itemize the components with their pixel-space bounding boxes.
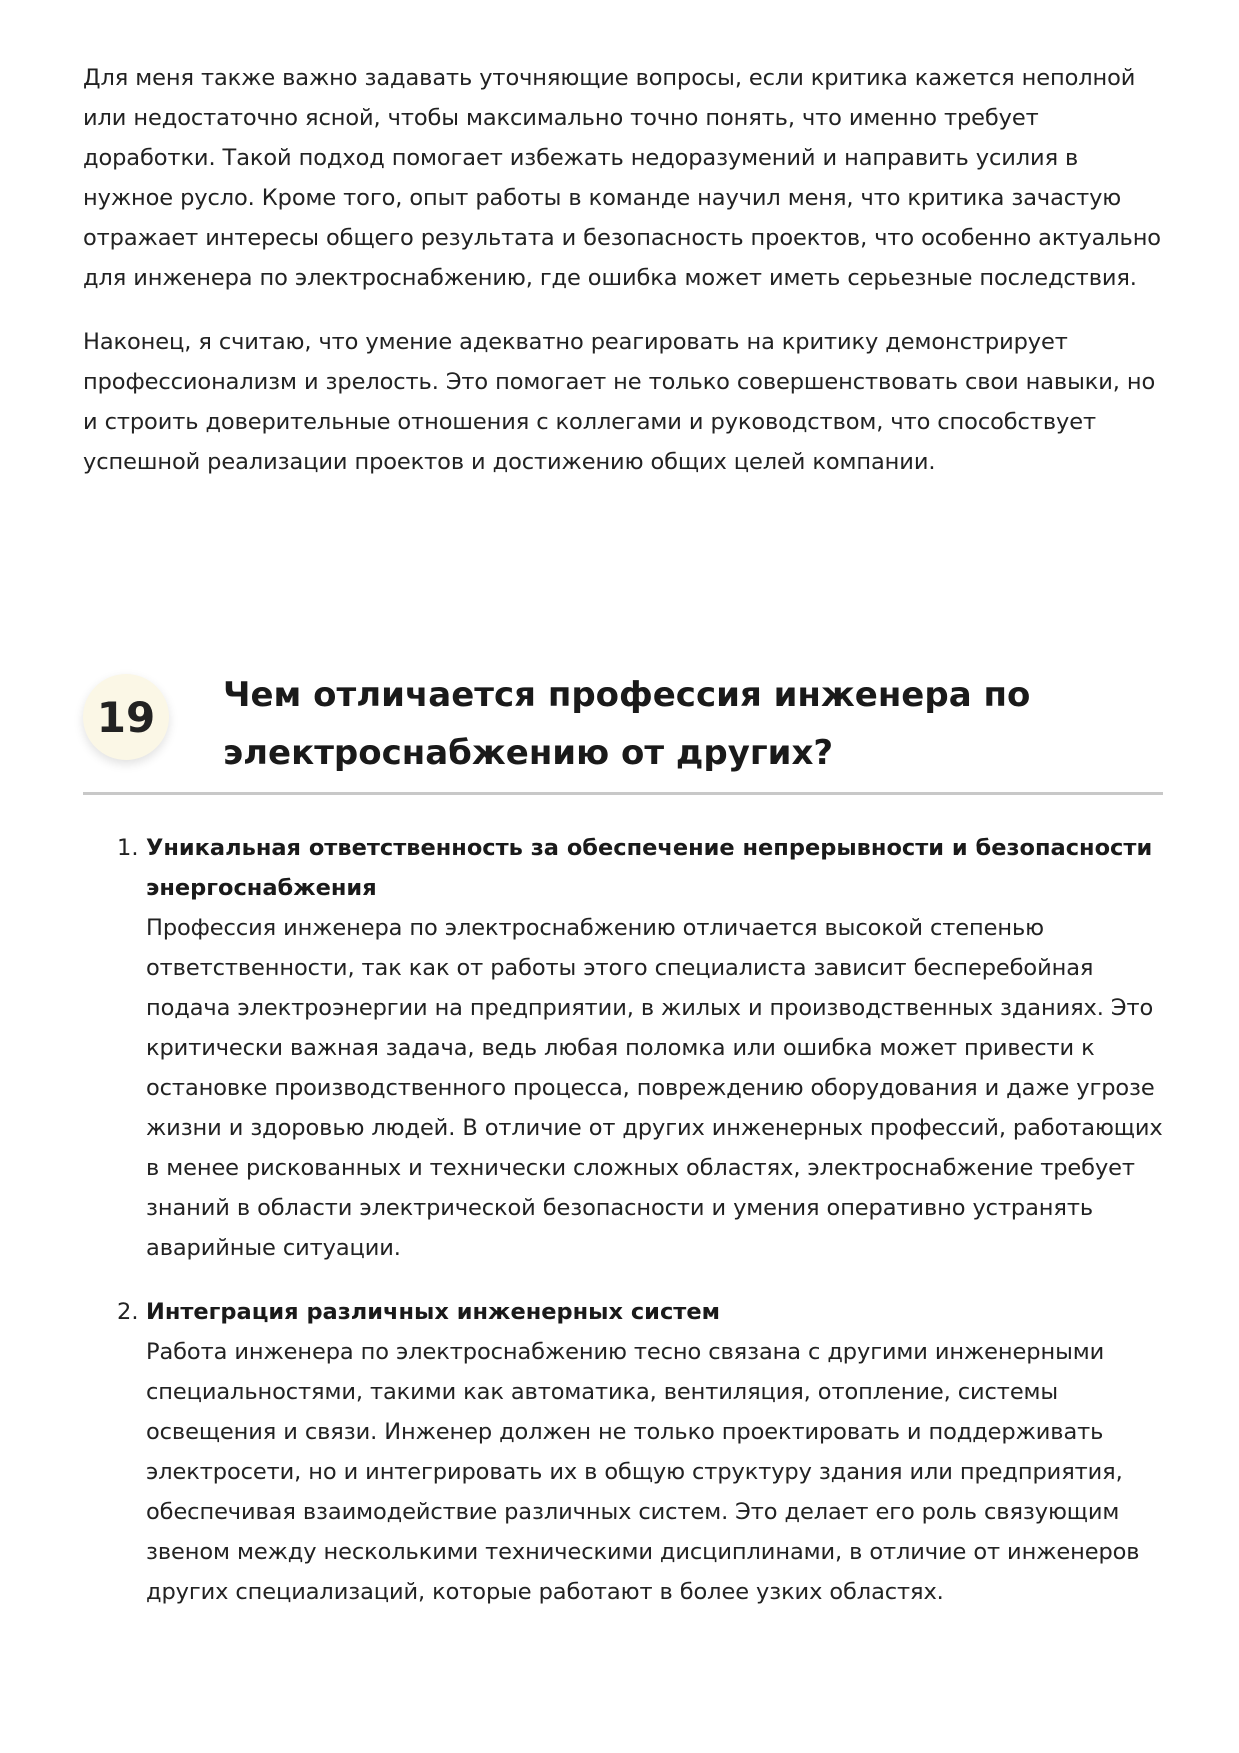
paragraph: Для меня также важно задавать уточняющие вопросы, если критика кажется неполной или недостаточно ясной, чтобы максимально точно понять, что именно требует доработки. Такой подход помогает избежать недоразумений и направить усилия в нужное русло. Кроме того, опыт работы в команде научил меня, что критика зачастую отражает интересы общего результата и безопасность проектов, что особенно актуально для инженера по электроснабжению, где ошибка может иметь серьезные последствия. [83,65,1161,291]
divider [83,792,1163,795]
section-title: Чем отличается профессия инженера по электроснабжению от других? [223,675,1031,773]
intro-text [83,58,1163,506]
list-item [83,1292,1163,1612]
question-number-badge: 19 [83,674,169,760]
list-item [83,828,1163,1268]
paragraph: Наконец, я считаю, что умение адекватно реагировать на критику демонстрирует профессионализм и зрелость. Это помогает не только совершенствовать свои навыки, но и строить доверительные отношения с коллегами и руководством, что способствует успешной реализации проектов и достижению общих целей компании. [83,329,1156,475]
list-item-body: Работа инженера по электроснабжению тесно связана с другими инженерными специальностями, такими как автоматика, вентиляция, отопление, системы освещения и связи. Инженер должен не только проектировать и поддерживать электросети, но и интегрировать их в общую структуру здания или предприятия, обеспечивая взаимодействие различных систем. Это делает его роль связующим звеном между несколькими техническими дисциплинами, в отличие от инженеров других специализаций, которые работают в более узких областях. [146,1339,1140,1605]
list-item-title: Интеграция различных инженерных систем [146,1299,720,1325]
list-item-number: 2. [117,1299,139,1325]
list-item-title: Уникальная ответственность за обеспечение непрерывности и безопасности энергоснабжения [146,835,1153,901]
list-item-body: Профессия инженера по электроснабжению отличается высокой степенью ответственности, так как от работы этого специалиста зависит бесперебойная подача электроэнергии на предприятии, в жилых и производственных зданиях. Это критически важная задача, ведь любая поломка или ошибка может привести к остановке производственного процесса, повреждению оборудования и даже угрозе жизни и здоровью людей. В отличие от других инженерных профессий, работающих в менее рискованных и технически сложных областях, электроснабжение требует знаний в области электрической безопасности и умения оперативно устранять аварийные ситуации. [146,915,1163,1261]
answer-list [83,828,1163,1636]
list-item-number: 1. [117,835,139,861]
